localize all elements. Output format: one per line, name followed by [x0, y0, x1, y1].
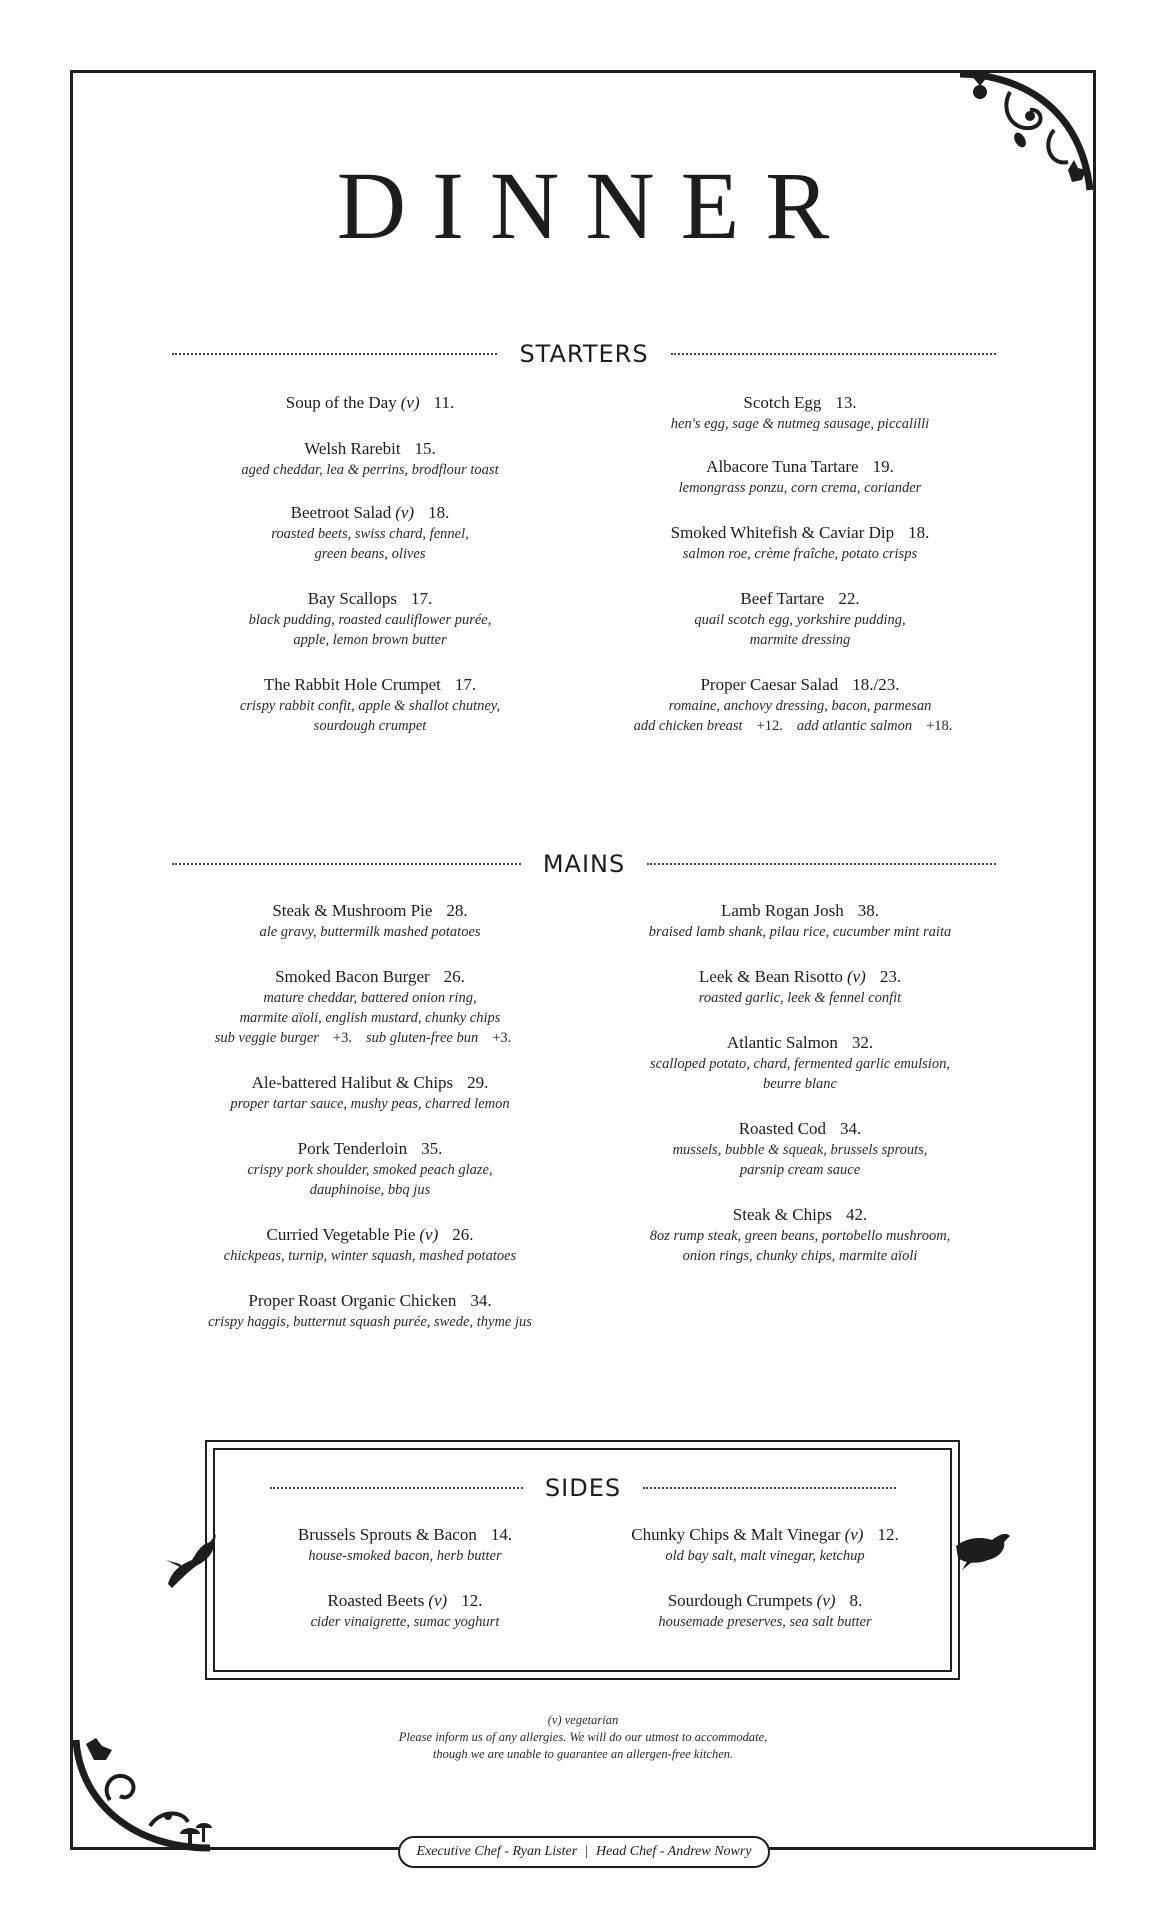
addon-price: +3. [332, 1030, 352, 1046]
vegetarian-legend: (v) vegetarian [547, 1713, 619, 1727]
item-description: old bay salt, malt vinegar, ketchup [665, 1548, 865, 1564]
item-price: 18. [428, 503, 450, 522]
item-description: proper tartar sauce, mushy peas, charred lemon [230, 1096, 510, 1112]
item-description: dauphinoise, bbq jus [309, 1182, 431, 1198]
item-description: crispy rabbit confit, apple & shallot chutney, [239, 698, 501, 714]
item-name: Sourdough Crumpets [667, 1591, 813, 1610]
item-description: roasted garlic, leek & fennel confit [698, 990, 902, 1006]
item-description: onion rings, chunky chips, marmite aïoli [682, 1248, 918, 1264]
menu-item [590, 674, 1010, 736]
menu-title: DINNER [336, 152, 856, 259]
credits-separator: | [585, 1844, 588, 1859]
item-description: housemade preserves, sea salt butter [658, 1614, 872, 1630]
menu-item [590, 456, 1010, 498]
item-price: 17. [411, 589, 433, 608]
addon-label: add atlantic salmon [796, 718, 913, 734]
starters-left-column [170, 392, 570, 756]
item-description: aged cheddar, lea & perrins, brodflour toast [241, 462, 499, 478]
item-name: Atlantic Salmon [726, 1033, 838, 1052]
item-name: Steak & Mushroom Pie [272, 901, 433, 920]
section-label: SIDES [544, 1474, 622, 1502]
item-price: 38. [857, 901, 880, 920]
sides-header [270, 1474, 896, 1502]
item-price: 42. [845, 1205, 868, 1224]
item-name: Bay Scallops [307, 589, 397, 608]
addon-price: +18. [926, 718, 953, 734]
item-name: Proper Caesar Salad [700, 675, 839, 694]
head-chef: Head Chef - Andrew Nowry [595, 1844, 752, 1859]
item-name: Soup of the Day [285, 393, 397, 412]
allergy-note: though we are unable to guarantee an allergen-free kitchen. [432, 1747, 734, 1761]
item-price: 34. [840, 1119, 862, 1138]
menu-item [160, 1290, 580, 1332]
menu-item [590, 1204, 1010, 1266]
item-name: Smoked Bacon Burger [275, 967, 430, 986]
item-addons [160, 1028, 580, 1048]
chef-credits [398, 1836, 770, 1868]
item-name: Leek & Bean Risotto [698, 967, 843, 986]
item-description: chickpeas, turnip, winter squash, mashed potatoes [223, 1248, 517, 1264]
item-price: 18./23. [852, 675, 900, 694]
item-price: 13. [835, 393, 857, 412]
menu-item [170, 674, 570, 736]
mains-left-column [160, 900, 580, 1352]
menu-item [590, 1032, 1010, 1094]
item-description: scalloped potato, chard, fermented garlic emulsion, [650, 1056, 950, 1072]
item-description: braised lamb shank, pilau rice, cucumber mint raita [648, 924, 952, 940]
item-price: 29. [467, 1073, 489, 1092]
item-name: Welsh Rarebit [304, 439, 401, 458]
item-description: sourdough crumpet [313, 718, 427, 734]
item-price: 28. [446, 901, 468, 920]
addon-label: sub veggie burger [214, 1030, 319, 1046]
divider-dots [643, 1487, 896, 1489]
item-description: hen's egg, sage & nutmeg sausage, piccalilli [670, 416, 930, 432]
item-description: roasted beets, swiss chard, fennel, [271, 526, 469, 542]
item-price: 17. [454, 675, 477, 694]
veg-marker: (v) [816, 1591, 836, 1610]
item-description: mature cheddar, battered onion ring, [263, 990, 477, 1006]
divider-dots [270, 1487, 523, 1489]
menu-item [590, 392, 1010, 434]
item-addons [590, 716, 1010, 736]
menu-item [160, 900, 580, 942]
item-name: Albacore Tuna Tartare [706, 457, 859, 476]
veg-marker: (v) [400, 393, 420, 412]
divider-dots [671, 353, 996, 355]
item-name: Proper Roast Organic Chicken [248, 1291, 457, 1310]
item-description: green beans, olives [314, 546, 426, 562]
item-description: crispy haggis, butternut squash purée, swede, thyme jus [208, 1314, 532, 1330]
menu-item [590, 522, 1010, 564]
sides-left-column [240, 1524, 570, 1652]
veg-marker: (v) [844, 1525, 864, 1544]
item-price: 11. [433, 393, 455, 412]
item-price: 32. [851, 1033, 874, 1052]
item-price: 26. [452, 1225, 474, 1244]
menu-item [240, 1590, 570, 1632]
item-description: beurre blanc [763, 1076, 837, 1092]
item-price: 35. [421, 1139, 443, 1158]
item-name: Lamb Rogan Josh [720, 901, 844, 920]
mains-header [172, 850, 996, 878]
item-description: apple, lemon brown butter [293, 632, 447, 648]
allergy-note: Please inform us of any allergies. We will do our utmost to accommodate, [398, 1730, 768, 1744]
starters-right-column [590, 392, 1010, 756]
right-rabbit-icon [952, 1524, 1012, 1574]
item-description: marmite aïoli, english mustard, chunky chips [239, 1010, 501, 1026]
sides-right-column [600, 1524, 930, 1652]
menu-item [170, 392, 570, 414]
menu-item [600, 1524, 930, 1566]
veg-marker: (v) [419, 1225, 439, 1244]
menu-item [170, 502, 570, 564]
starters-header [172, 340, 996, 368]
menu-item [240, 1524, 570, 1566]
menu-item [600, 1590, 930, 1632]
item-description: parsnip cream sauce [739, 1162, 861, 1178]
footer-notes [0, 1712, 1166, 1763]
item-name: Smoked Whitefish & Caviar Dip [670, 523, 895, 542]
divider-dots [172, 863, 521, 865]
veg-marker: (v) [846, 967, 866, 986]
item-price: 8. [849, 1591, 863, 1610]
item-name: Chunky Chips & Malt Vinegar [631, 1525, 841, 1544]
veg-marker: (v) [428, 1591, 448, 1610]
divider-dots [647, 863, 996, 865]
menu-item [170, 438, 570, 480]
item-name: Curried Vegetable Pie [266, 1225, 416, 1244]
addon-label: add chicken breast [633, 718, 743, 734]
item-description: mussels, bubble & squeak, brussels sprouts, [672, 1142, 928, 1158]
item-description: cider vinaigrette, sumac yoghurt [310, 1614, 500, 1630]
mains-right-column [590, 900, 1010, 1286]
menu-item [160, 1224, 580, 1266]
menu-item [590, 1118, 1010, 1180]
item-description: black pudding, roasted cauliflower purée, [248, 612, 492, 628]
item-name: The Rabbit Hole Crumpet [263, 675, 441, 694]
item-description: ale gravy, buttermilk mashed potatoes [259, 924, 481, 940]
addon-price: +12. [756, 718, 783, 734]
item-price: 18. [908, 523, 930, 542]
item-description: salmon roe, crème fraîche, potato crisps [682, 546, 918, 562]
veg-marker: (v) [395, 503, 415, 522]
item-description: marmite dressing [749, 632, 851, 648]
menu-item [160, 1138, 580, 1200]
item-price: 15. [414, 439, 436, 458]
item-name: Beetroot Salad [290, 503, 392, 522]
item-name: Brussels Sprouts & Bacon [297, 1525, 477, 1544]
item-description: quail scotch egg, yorkshire pudding, [694, 612, 906, 628]
menu-item [590, 900, 1010, 942]
item-name: Beef Tartare [740, 589, 825, 608]
menu-item [170, 588, 570, 650]
item-price: 12. [461, 1591, 483, 1610]
addon-price: +3. [492, 1030, 512, 1046]
item-name: Roasted Cod [738, 1119, 827, 1138]
item-price: 23. [879, 967, 902, 986]
item-description: lemongrass ponzu, corn crema, coriander [678, 480, 922, 496]
item-description: crispy pork shoulder, smoked peach glaze, [247, 1162, 493, 1178]
item-name: Steak & Chips [732, 1205, 832, 1224]
menu-item [160, 966, 580, 1048]
item-price: 19. [872, 457, 894, 476]
item-price: 34. [470, 1291, 492, 1310]
section-label: STARTERS [519, 340, 649, 368]
item-price: 22. [838, 589, 860, 608]
item-price: 12. [877, 1525, 899, 1544]
divider-dots [172, 353, 497, 355]
item-description: romaine, anchovy dressing, bacon, parmesan [668, 698, 932, 714]
item-name: Roasted Beets [327, 1591, 425, 1610]
addon-label: sub gluten-free bun [365, 1030, 479, 1046]
executive-chef: Executive Chef - Ryan Lister [416, 1844, 578, 1859]
item-name: Scotch Egg [743, 393, 822, 412]
item-price: 26. [443, 967, 465, 986]
item-name: Pork Tenderloin [297, 1139, 408, 1158]
item-description: 8oz rump steak, green beans, portobello mushroom, [649, 1228, 951, 1244]
section-label: MAINS [542, 850, 626, 878]
menu-item [160, 1072, 580, 1114]
item-name: Ale-battered Halibut & Chips [251, 1073, 454, 1092]
item-price: 14. [490, 1525, 513, 1544]
item-description: house-smoked bacon, herb butter [308, 1548, 502, 1564]
menu-item [590, 966, 1010, 1008]
menu-item [590, 588, 1010, 650]
